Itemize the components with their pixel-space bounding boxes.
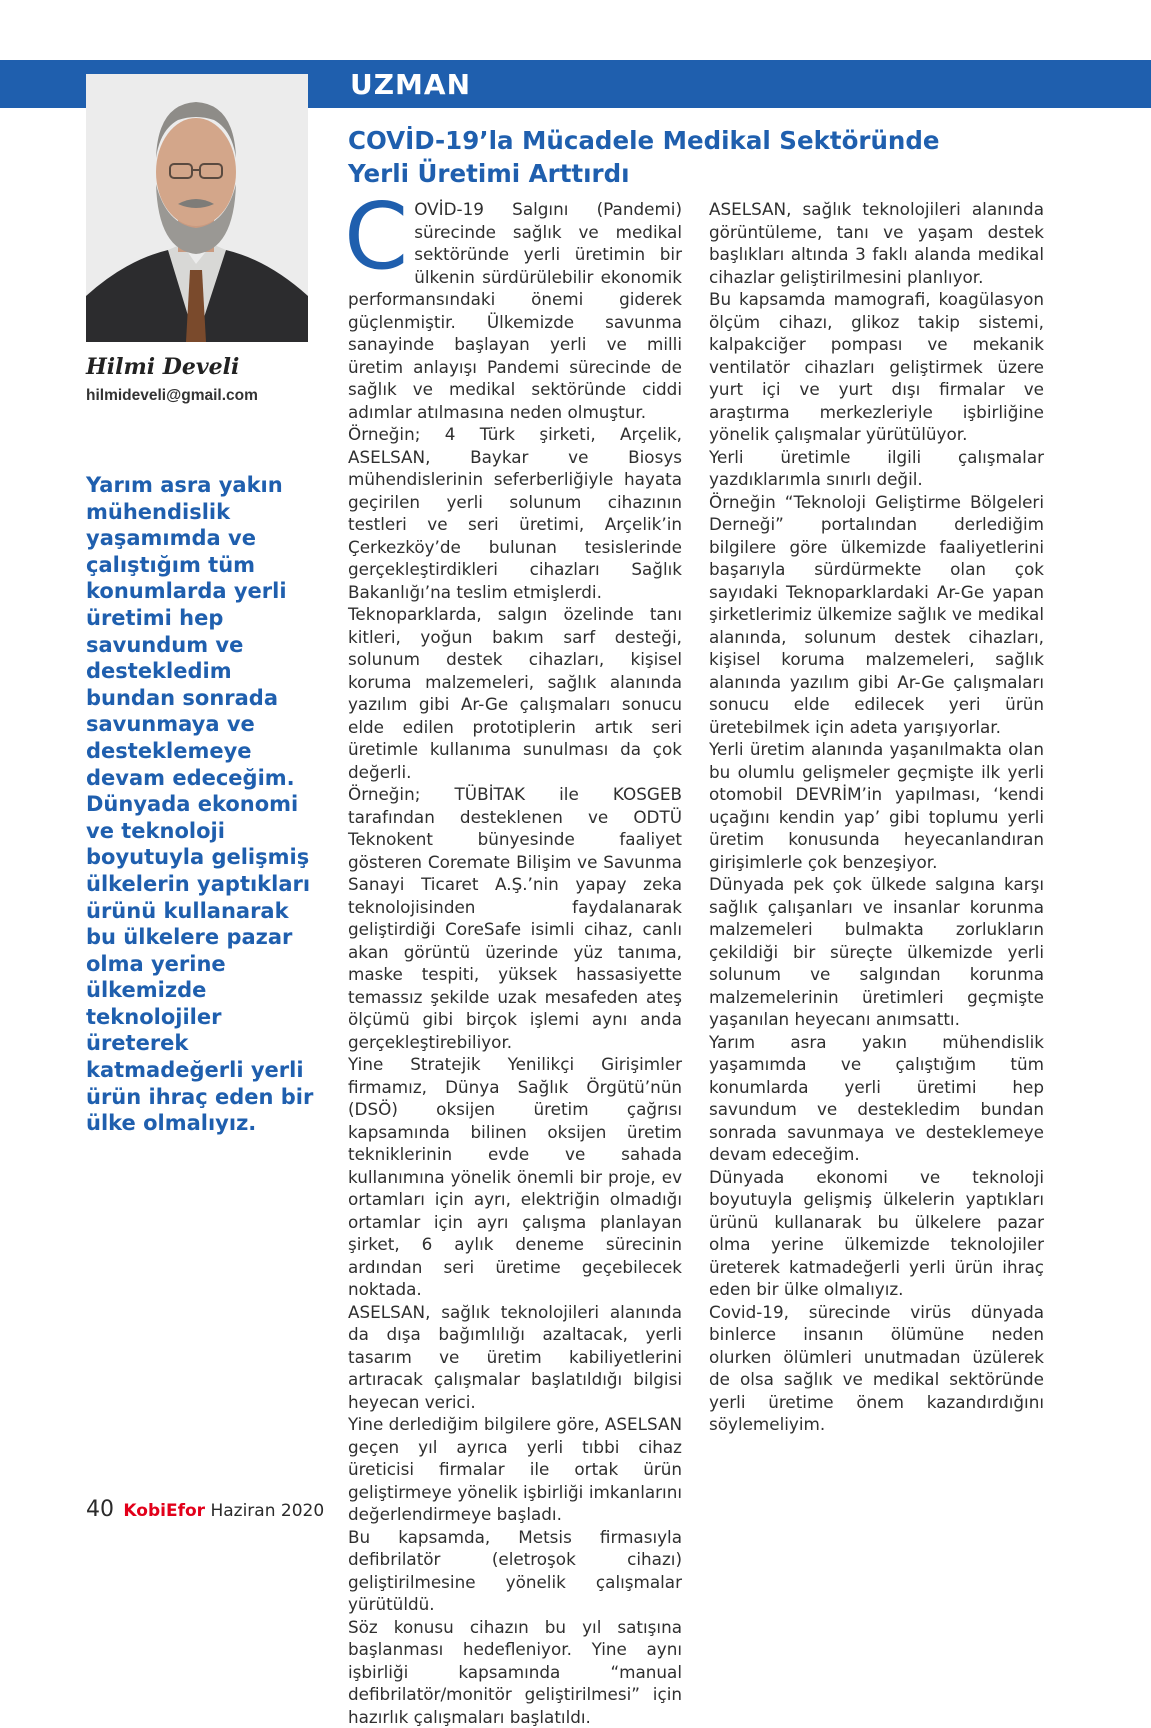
article-paragraph: Covid-19, sürecinde virüs dünyada binlerce insanın ölümüne neden olurken ölümleri unutmadan üzülerek de olsa sağlık ve medikal sektöründe yerli üretime önem kazandırdığını söylemeliyim. bbox=[709, 1301, 1044, 1436]
issue-date: Haziran 2020 bbox=[210, 1501, 324, 1521]
author-name: Hilmi Develi bbox=[86, 354, 239, 380]
article-paragraph-text: OVİD-19 Salgını (Pandemi) sürecinde sağlık ve medikal sektöründe yerli üretimin bir ülkenin sürdürülebilir ekonomik performansındaki önemi giderek güçlenmiştir. Ülkemizde savunma sanayinde başlayan yerli ve milli üretim anlayışı Pandemi sürecinde de sağlık ve medikal sektöründe ciddi adımlar atılmasına neden olmuştur. bbox=[348, 199, 682, 422]
pull-quote: Yarım asra yakın mühendislik yaşamımda ve çalıştığım tüm konumlarda yerli üretimi hep savundum ve destekledim bundan sonrada savunmaya ve desteklemeye devam edeceğim. Dünyada ekonomi ve teknoloji boyutuyla gelişmiş ülkelerin yaptıkları ürünü kullanarak bu ülkelere pazar olma yerine ülkemizde teknolojiler üreterek katmadeğerli yerli ürün ihraç eden bir ülke olmalıyız. bbox=[86, 472, 322, 1137]
article-paragraph: Dünyada ekonomi ve teknoloji boyutuyla gelişmiş ülkelerin yaptıkları ürünü kullanarak bu ülkelere pazar olma yerine ülkemizde teknolojiler üreterek katmadeğerli yerli ürün ihraç eden bir ülke olmalıyız. bbox=[709, 1166, 1044, 1301]
brand-part-2: Efor bbox=[166, 1501, 205, 1521]
article-paragraph: Yerli üretimle ilgili çalışmalar yazdıklarımla sınırlı değil. bbox=[709, 446, 1044, 491]
article-paragraph: Örneğin “Teknoloji Geliştirme Bölgeleri Derneği” portalından derlediğim bilgilere göre ülkemizde faaliyetlerini başarıyla sürdürmekte olan çok sayıdaki Teknoparklardaki Ar-Ge yapan şirketlerimiz ülkemize sağlık ve medikal alanında, solunum destek cihazları, kişisel koruma malzemeleri, sağlık alanında yazılım gibi Ar-Ge çalışmaları sonucu elde edilecek yeri ürün üretebilmek için adeta yarışıyorlar. bbox=[709, 491, 1044, 739]
article-paragraph: ASELSAN, sağlık teknolojileri alanında görüntüleme, tanı ve yaşam destek başlıkları altında 3 faklı alanda medikal cihazlar geliştirilmesini planlıyor. bbox=[709, 198, 1044, 288]
article-paragraph: Söz konusu cihazın bu yıl satışına başlanması hedefleniyor. Yine aynı işbirliği kapsamında “manual defibrilatör/monitör geliştirilmesi” için hazırlık çalışmaları başlatıldı. bbox=[348, 1616, 682, 1728]
article-paragraph: Teknoparklarda, salgın özelinde tanı kitleri, yoğun bakım sarf desteği, solunum destek cihazları, kişisel koruma malzemeleri, sağlık alanında yazılım gibi Ar-Ge çalışmaları sonucu elde edilen prototiplerin artık seri üretimle kullanıma sunulması da çok değerli. bbox=[348, 603, 682, 783]
headline-line-1: COVİD-19’la Mücadele Medikal Sektöründe bbox=[348, 124, 968, 157]
article-column-1 bbox=[348, 198, 682, 1728]
article-paragraph bbox=[348, 198, 682, 423]
article-headline bbox=[348, 124, 968, 190]
article-column-2 bbox=[709, 198, 1044, 1436]
article-paragraph: ASELSAN, sağlık teknolojileri alanında da dışa bağımlılığı azaltacak, yerli tasarım ve üretim kabiliyetlerini artıracak çalışmalar başlatıldığı bilgisi heyecan verici. bbox=[348, 1301, 682, 1414]
headline-line-2: Yerli Üretimi Arttırdı bbox=[348, 157, 968, 190]
article-paragraph: Örneğin; 4 Türk şirketi, Arçelik, ASELSAN, Baykar ve Biosys mühendislerinin seferberliğiyle hayata geçirilen yerli solunum cihazının testleri ve seri üretimi, Arçelik’in Çerkezköy’de bulunan tesislerinde gerçekleştirdikleri cihazları Sağlık Bakanlığı’na teslim etmişlerdi. bbox=[348, 423, 682, 603]
article-paragraph: Yine Stratejik Yenilikçi Girişimler firmamız, Dünya Sağlık Örgütü’nün (DSÖ) oksijen üretim çağrısı kapsamında bilinen oksijen üretim tekniklerinin evde ve sahada kullanımına yönelik önemli bir proje, ev ortamları için ayrı, elektriğin olmadığı ortamlar için ayrı çalışma planlayan şirket, 6 aylık deneme sürecinin ardından seri üretime geçebilecek noktada. bbox=[348, 1053, 682, 1301]
magazine-brand bbox=[123, 1501, 205, 1521]
author-photo bbox=[86, 74, 308, 342]
article-paragraph: Bu kapsamda, Metsis firmasıyla defibrilatör (eletroşok cihazı) geliştirilmesine yönelik çalışmalar yürütüldü. bbox=[348, 1526, 682, 1616]
brand-part-1: Kobi bbox=[123, 1501, 166, 1521]
page-footer bbox=[86, 1497, 324, 1522]
article-paragraph: Örneğin; TÜBİTAK ile KOSGEB tarafından desteklenen ve ODTÜ Teknokent bünyesinde faaliyet gösteren Coremate Bilişim ve Savunma Sanayi Ticaret A.Ş.’nin yapay zeka teknolojisinden faydalanarak geliştirdiği CoreSafe isimli cihaz, canlı akan görüntü üzerinde yüz tanıma, maske tespiti, yüksek hassasiyette temassız şekilde uzak mesafeden ateş ölçümü gibi birçok işlemi aynı anda gerçekleştirebiliyor. bbox=[348, 783, 682, 1053]
author-portrait-image bbox=[86, 74, 308, 342]
article-paragraph: Yerli üretim alanında yaşanılmakta olan bu olumlu gelişmeler geçmişte ilk yerli otomobil DEVRİM’in yapılması, ‘kendi uçağını kendin yap’ gibi toplumu yerli üretim konusunda heyecanlandıran girişimlerle çok benzeşiyor. bbox=[709, 738, 1044, 873]
page-number: 40 bbox=[86, 1497, 114, 1522]
article-paragraph: Dünyada pek çok ülkede salgına karşı sağlık çalışanları ve insanlar korunma malzemeleri bulmakta zorlukların çekildiği bir süreçte ülkemizde yerli solunum ve salgından korunma malzemelerinin üretimleri geçmişte yaşanılan heyecanı anımsattı. bbox=[709, 873, 1044, 1031]
author-email: hilmideveli@gmail.com bbox=[86, 387, 258, 405]
article-paragraph: Yine derlediğim bilgilere göre, ASELSAN geçen yıl ayrıca yerli tıbbi cihaz üreticisi firmalar ile ortak ürün geliştirmeye yönelik işbirliği imkanlarını değerlendirmeye başladı. bbox=[348, 1413, 682, 1526]
section-label: UZMAN bbox=[350, 68, 471, 101]
article-paragraph: Yarım asra yakın mühendislik yaşamımda ve çalıştığım tüm konumlarda yerli üretimi hep savundum ve destekledim bundan sonrada savunmaya ve desteklemeye devam edeceğim. bbox=[709, 1031, 1044, 1166]
article-paragraph: Bu kapsamda mamografi, koagülasyon ölçüm cihazı, glikoz takip sistemi, kalpakciğer pompası ve mekanik ventilatör cihazları geliştirmek üzere yurt içi ve yurt dışı firmalar ve araştırma merkezleriyle işbirliğine yönelik çalışmalar yürütülüyor. bbox=[709, 288, 1044, 446]
dropcap: C bbox=[344, 198, 408, 276]
